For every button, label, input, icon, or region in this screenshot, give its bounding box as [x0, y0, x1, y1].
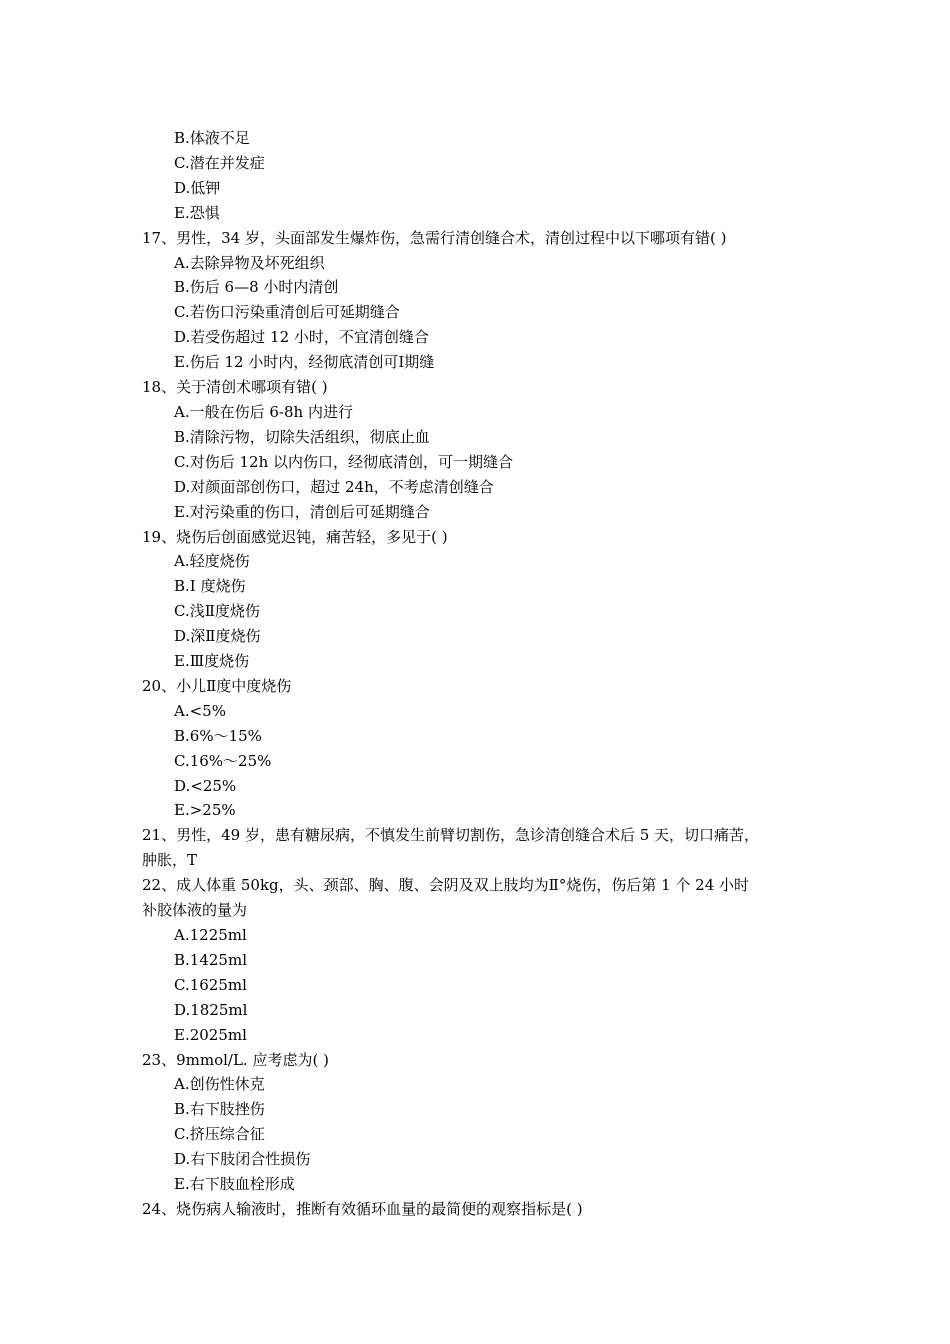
option-line: B.清除污物，切除失活组织，彻底止血 [174, 427, 430, 446]
option-line: E.恐惧 [174, 203, 220, 222]
option-line: A.轻度烧伤 [174, 552, 250, 571]
option-line: C.16%～25% [174, 751, 272, 770]
question-line: 补胶体液的量为 [142, 901, 248, 920]
question-line: 18、关于清创术哪项有错( ) [142, 378, 328, 397]
option-line: B.6%～15% [174, 726, 262, 745]
question-line: 19、烧伤后创面感觉迟钝，痛苦轻，多见于( ) [142, 527, 448, 546]
option-line: A.<5% [174, 701, 226, 720]
question-list [142, 126, 832, 1222]
question-line: 肿胀，T [142, 851, 198, 870]
option-line: B.1425ml [174, 950, 247, 969]
option-line: C.潜在并发症 [174, 153, 265, 172]
option-line: C.1625ml [174, 975, 247, 994]
option-line: D.低钾 [174, 178, 221, 197]
question-line: 22、成人体重 50kg，头、颈部、胸、腹、会阴及双上肢均为Ⅱ°烧伤，伤后第 1 个 24 小时 [142, 876, 750, 895]
option-line: D.若受伤超过 12 小时，不宜清创缝合 [174, 328, 429, 347]
option-line: D.<25% [174, 776, 237, 795]
option-line: C.若伤口污染重清创后可延期缝合 [174, 303, 400, 322]
option-line: A.1225ml [174, 926, 247, 944]
option-line: A.去除异物及坏死组织 [174, 253, 325, 272]
option-line: B.Ⅰ 度烧伤 [174, 577, 246, 596]
option-line: D.1825ml [174, 1000, 248, 1019]
option-line: E.伤后 12 小时内，经彻底清创可Ⅰ期缝 [174, 353, 435, 372]
option-line: C.浅Ⅱ度烧伤 [174, 602, 260, 621]
option-line: B.伤后 6—8 小时内清创 [174, 278, 339, 297]
question-line: 21、男性，49 岁，患有糖尿病，不慎发生前臂切割伤，急诊清创缝合术后 5 天，切口痛苦， [142, 826, 760, 845]
option-line: D.对颜面部创伤口，超过 24h，不考虑清创缝合 [174, 477, 494, 496]
option-line: D.深Ⅱ度烧伤 [174, 627, 261, 646]
option-line: E.2025ml [174, 1025, 247, 1044]
option-line: E.>25% [174, 801, 236, 820]
question-line: 17、男性，34 岁，头面部发生爆炸伤，急需行清创缝合术，清创过程中以下哪项有错( ) [142, 228, 727, 247]
question-line: 24、烧伤病人输液时，推断有效循环血量的最简便的观察指标是( ) [142, 1199, 583, 1218]
option-line: B.体液不足 [174, 129, 250, 147]
option-line: E.Ⅲ度烧伤 [174, 652, 250, 671]
option-line: D.右下肢闭合性损伤 [174, 1150, 311, 1169]
option-line: C.挤压综合征 [174, 1125, 265, 1144]
option-line: B.右下肢挫伤 [174, 1100, 265, 1119]
option-line: E.右下肢血栓形成 [174, 1175, 295, 1194]
option-line: A.一般在伤后 6-8h 内进行 [174, 402, 353, 421]
question-line: 23、9mmol/L. 应考虑为( ) [142, 1050, 329, 1069]
option-line: C.对伤后 12h 以内伤口，经彻底清创，可一期缝合 [174, 452, 513, 471]
question-line: 20、小儿Ⅱ度中度烧伤 [142, 676, 292, 695]
option-line: E.对污染重的伤口，清创后可延期缝合 [174, 502, 430, 521]
option-line: A.创伤性休克 [174, 1075, 265, 1094]
